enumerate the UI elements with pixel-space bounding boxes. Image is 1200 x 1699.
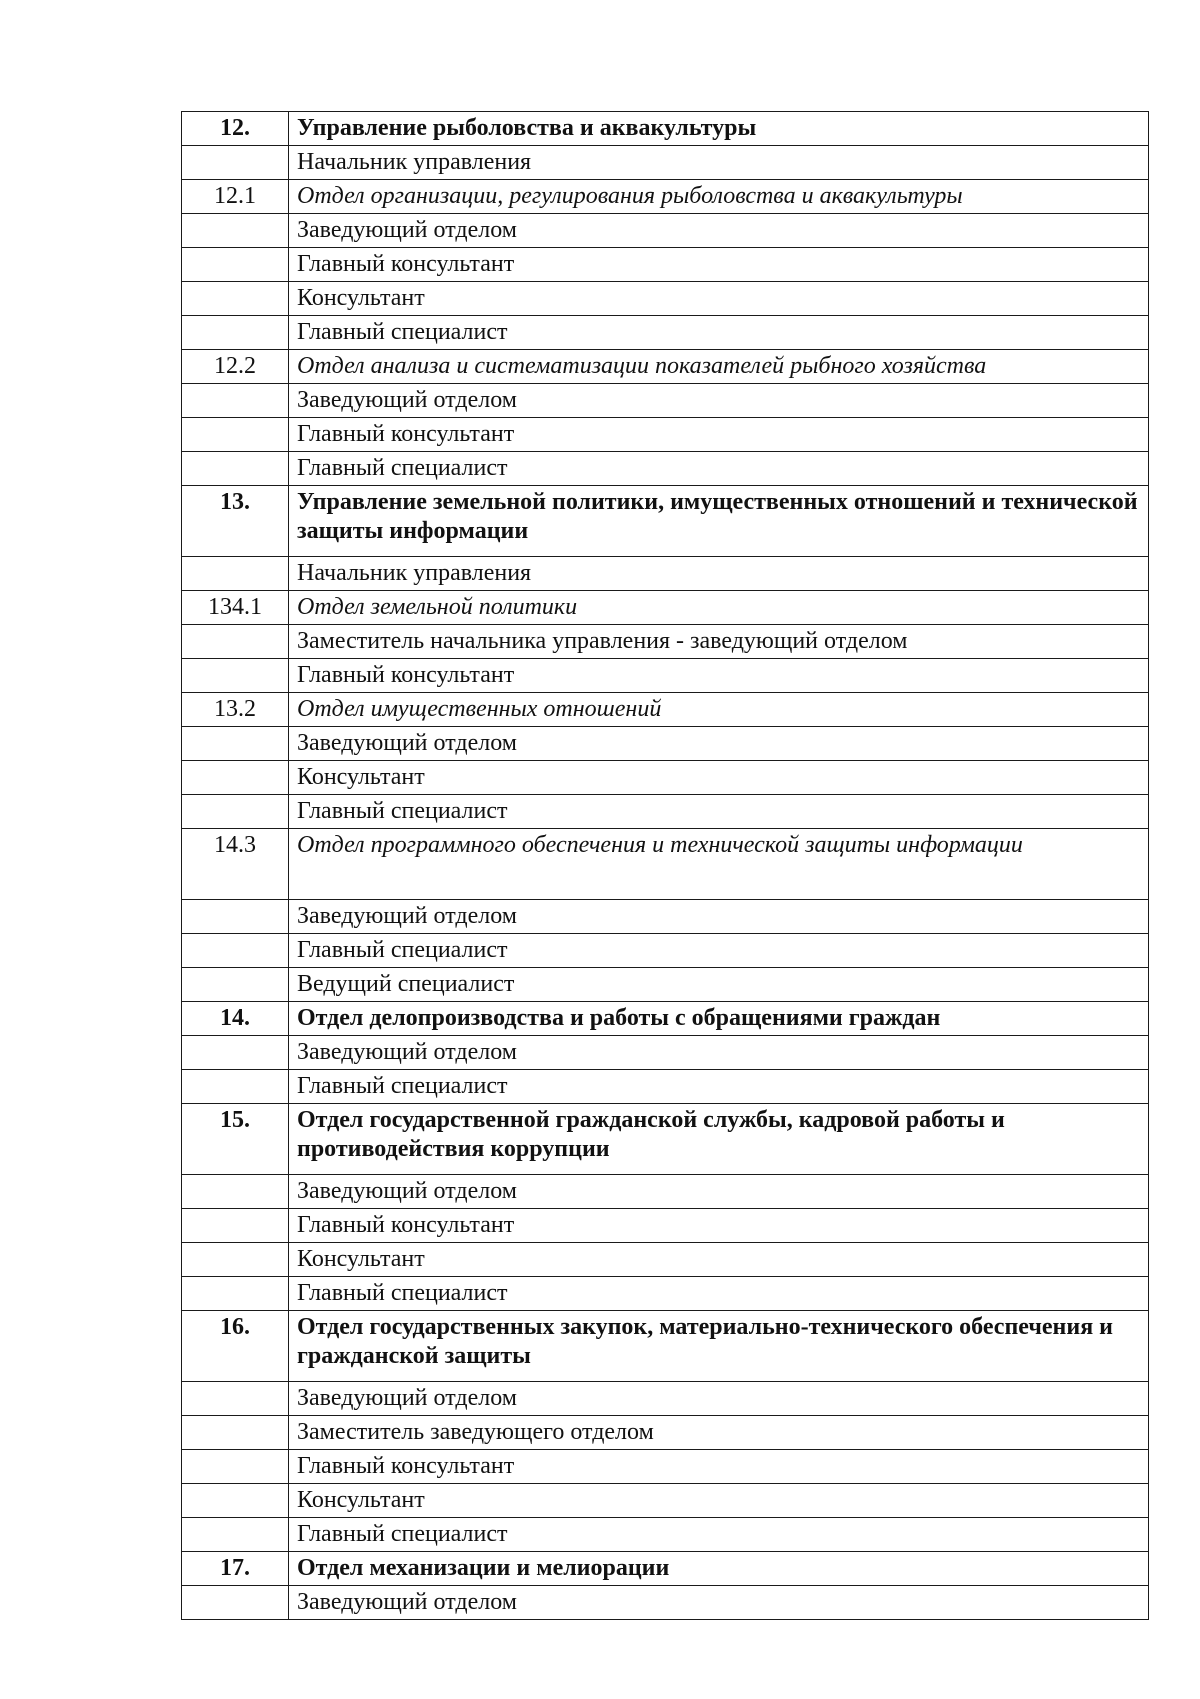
- row-number: [182, 1036, 289, 1070]
- section-row: [182, 112, 1149, 146]
- row-number: [182, 1586, 289, 1620]
- subsection-row: [182, 591, 1149, 625]
- row-number: [182, 659, 289, 693]
- subsection-row: [182, 350, 1149, 384]
- row-number: [182, 557, 289, 591]
- position-row: [182, 1209, 1149, 1243]
- section-row: [182, 1002, 1149, 1036]
- position-title: Главный консультант: [289, 659, 1149, 693]
- position-row: [182, 384, 1149, 418]
- department-title: Отдел делопроизводства и работы с обращениями граждан: [289, 1002, 1149, 1036]
- position-title: Заместитель заведующего отделом: [289, 1416, 1149, 1450]
- position-title: Заведующий отделом: [289, 384, 1149, 418]
- row-number: [182, 316, 289, 350]
- position-row: [182, 1175, 1149, 1209]
- row-number: 12.1: [182, 180, 289, 214]
- row-number: [182, 625, 289, 659]
- position-row: [182, 1382, 1149, 1416]
- department-title: Отдел анализа и систематизации показателей рыбного хозяйства: [289, 350, 1149, 384]
- position-row: [182, 659, 1149, 693]
- position-row: [182, 1450, 1149, 1484]
- row-number: [182, 1450, 289, 1484]
- subsection-row: [182, 180, 1149, 214]
- position-row: [182, 1484, 1149, 1518]
- row-number: [182, 1416, 289, 1450]
- position-title: Заведующий отделом: [289, 1382, 1149, 1416]
- department-title: Отдел земельной политики: [289, 591, 1149, 625]
- staff-structure-table-body: [182, 112, 1149, 1620]
- position-row: [182, 248, 1149, 282]
- staff-structure-table: [181, 111, 1149, 1620]
- position-row: [182, 934, 1149, 968]
- position-title: Консультант: [289, 1243, 1149, 1277]
- department-title: Отдел программного обеспечения и технической защиты информации: [289, 829, 1149, 900]
- department-title: Отдел имущественных отношений: [289, 693, 1149, 727]
- subsection-row: [182, 829, 1149, 900]
- position-row: [182, 1036, 1149, 1070]
- row-number: [182, 1518, 289, 1552]
- position-row: [182, 1243, 1149, 1277]
- position-row: [182, 146, 1149, 180]
- row-number: [182, 146, 289, 180]
- position-row: [182, 900, 1149, 934]
- row-number: [182, 418, 289, 452]
- row-number: [182, 727, 289, 761]
- row-number: 17.: [182, 1552, 289, 1586]
- position-row: [182, 1416, 1149, 1450]
- position-row: [182, 282, 1149, 316]
- row-number: [182, 1070, 289, 1104]
- row-number: [182, 248, 289, 282]
- position-row: [182, 557, 1149, 591]
- row-number: 13.2: [182, 693, 289, 727]
- position-row: [182, 1070, 1149, 1104]
- position-row: [182, 1586, 1149, 1620]
- row-number: [182, 452, 289, 486]
- position-row: [182, 214, 1149, 248]
- row-number: [182, 900, 289, 934]
- row-number: [182, 282, 289, 316]
- row-number: [182, 1175, 289, 1209]
- row-number: [182, 1243, 289, 1277]
- section-row: [182, 1311, 1149, 1382]
- section-row: [182, 486, 1149, 557]
- position-title: Заведующий отделом: [289, 1036, 1149, 1070]
- row-number: [182, 968, 289, 1002]
- position-title: Заведующий отделом: [289, 727, 1149, 761]
- department-title: Отдел государственной гражданской службы, кадровой работы и противодействия коррупции: [289, 1104, 1149, 1175]
- position-row: [182, 1277, 1149, 1311]
- position-title: Главный специалист: [289, 1518, 1149, 1552]
- department-title: Отдел механизации и мелиорации: [289, 1552, 1149, 1586]
- row-number: 12.: [182, 112, 289, 146]
- position-title: Консультант: [289, 761, 1149, 795]
- position-row: [182, 625, 1149, 659]
- row-number: 14.3: [182, 829, 289, 900]
- row-number: 15.: [182, 1104, 289, 1175]
- position-title: Заведующий отделом: [289, 900, 1149, 934]
- position-title: Главный консультант: [289, 1209, 1149, 1243]
- position-title: Заведующий отделом: [289, 1586, 1149, 1620]
- subsection-row: [182, 693, 1149, 727]
- row-number: 14.: [182, 1002, 289, 1036]
- row-number: [182, 1209, 289, 1243]
- position-title: Главный специалист: [289, 1277, 1149, 1311]
- row-number: [182, 1484, 289, 1518]
- position-title: Главный специалист: [289, 452, 1149, 486]
- position-row: [182, 1518, 1149, 1552]
- department-title: Отдел организации, регулирования рыболовства и аквакультуры: [289, 180, 1149, 214]
- position-title: Заведующий отделом: [289, 1175, 1149, 1209]
- position-row: [182, 316, 1149, 350]
- row-number: [182, 934, 289, 968]
- position-title: Начальник управления: [289, 146, 1149, 180]
- position-title: Начальник управления: [289, 557, 1149, 591]
- row-number: 13.: [182, 486, 289, 557]
- position-row: [182, 968, 1149, 1002]
- row-number: [182, 795, 289, 829]
- position-title: Главный специалист: [289, 316, 1149, 350]
- position-title: Заведующий отделом: [289, 214, 1149, 248]
- position-title: Консультант: [289, 282, 1149, 316]
- position-title: Главный консультант: [289, 1450, 1149, 1484]
- position-title: Ведущий специалист: [289, 968, 1149, 1002]
- row-number: 134.1: [182, 591, 289, 625]
- position-title: Заместитель начальника управления - заведующий отделом: [289, 625, 1149, 659]
- position-title: Главный консультант: [289, 248, 1149, 282]
- section-row: [182, 1552, 1149, 1586]
- department-title: Управление рыболовства и аквакультуры: [289, 112, 1149, 146]
- position-title: Главный консультант: [289, 418, 1149, 452]
- section-row: [182, 1104, 1149, 1175]
- position-row: [182, 452, 1149, 486]
- position-title: Консультант: [289, 1484, 1149, 1518]
- position-row: [182, 727, 1149, 761]
- row-number: [182, 384, 289, 418]
- row-number: [182, 1277, 289, 1311]
- position-row: [182, 761, 1149, 795]
- position-title: Главный специалист: [289, 934, 1149, 968]
- department-title: Управление земельной политики, имущественных отношений и технической защиты информации: [289, 486, 1149, 557]
- row-number: [182, 1382, 289, 1416]
- row-number: 12.2: [182, 350, 289, 384]
- position-row: [182, 418, 1149, 452]
- position-title: Главный специалист: [289, 1070, 1149, 1104]
- department-title: Отдел государственных закупок, материально-технического обеспечения и гражданской защиты: [289, 1311, 1149, 1382]
- row-number: [182, 761, 289, 795]
- position-title: Главный специалист: [289, 795, 1149, 829]
- position-row: [182, 795, 1149, 829]
- row-number: 16.: [182, 1311, 289, 1382]
- row-number: [182, 214, 289, 248]
